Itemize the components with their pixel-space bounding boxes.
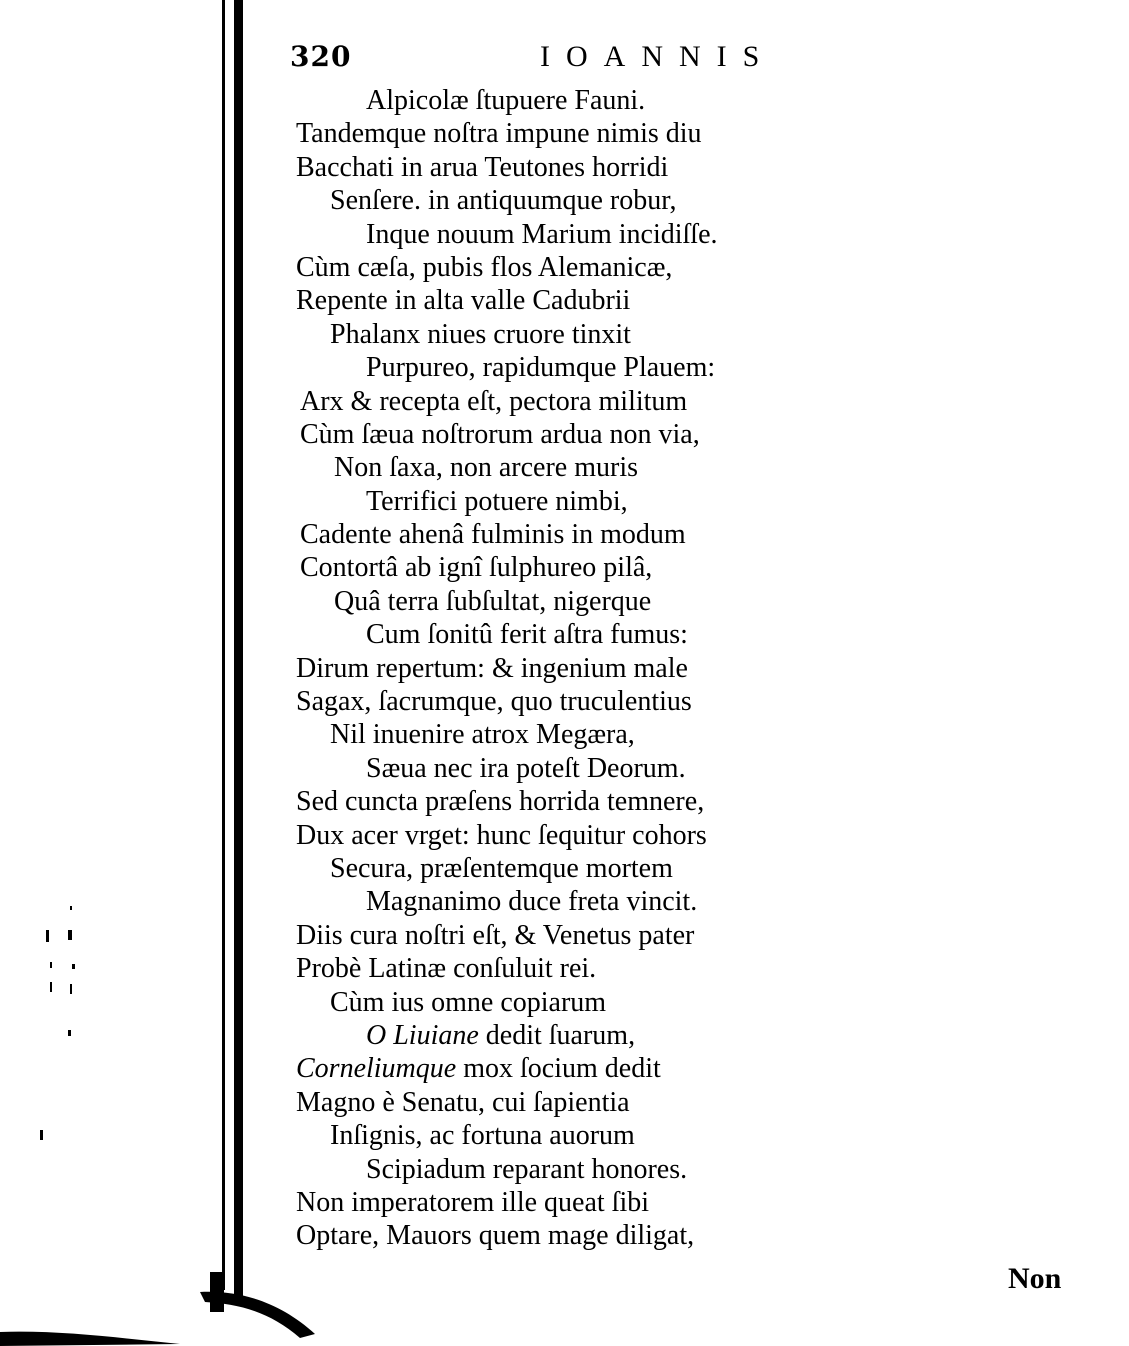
running-head: IOANNIS (540, 40, 776, 73)
poem-line-text: Magno è Senatu, cui ſapientia (296, 1086, 630, 1118)
poem-line-text: Contortâ ab ignî ſulphureo pilâ, (300, 552, 653, 584)
poem-line-text: Inſignis, ac fortuna auorum (330, 1120, 635, 1152)
poem-line-text: Cùm ſæua noſtrorum ardua non via, (300, 418, 700, 450)
poem-line (296, 318, 856, 351)
poem-line-text: Magnanimo duce freta vincit. (366, 886, 698, 918)
poem-line-text: dedit ſuarum, (478, 1019, 636, 1051)
poem-line (296, 551, 856, 584)
poem-line (296, 184, 856, 217)
poem-line (296, 952, 856, 985)
poem-line-text: Tandemque noſtra impune nimis diu (296, 118, 702, 150)
poem-line-text: Cadente ahenâ fulminis in modum (300, 519, 686, 551)
binding-gutter (234, 0, 243, 1300)
poem-line (296, 251, 856, 284)
gutter-shadow (222, 0, 225, 1290)
poem-line (296, 1052, 856, 1085)
poem-line-text: Secura, præſentemque mortem (330, 852, 673, 884)
poem-line (296, 885, 856, 918)
poem-line (296, 117, 856, 150)
poem-line-text: Bacchati in arua Teutones horridi (296, 151, 669, 183)
poem-line (296, 685, 856, 718)
poem-line (296, 652, 856, 685)
poem-line (296, 1019, 856, 1052)
poem-line (296, 485, 856, 518)
poem-line-italic: Corneliumque (296, 1053, 457, 1085)
poem-line (296, 284, 856, 317)
poem-line (296, 1219, 856, 1252)
poem-line-text: Probè Latinæ conſuluit rei. (296, 953, 597, 985)
poem-line-text: Arx & recepta eſt, pectora militum (300, 385, 688, 417)
poem-line-text: Cum ſonitû ferit aſtra fumus: (366, 619, 688, 651)
poem-line-text: Sagax, ſacrumque, quo truculentius (296, 686, 692, 718)
poem-line-text: Scipiadum reparant honores. (366, 1153, 688, 1185)
poem-line (296, 385, 856, 418)
poem-line (296, 1186, 856, 1219)
poem-line-text: Purpureo, rapidumque Plauem: (366, 352, 716, 384)
poem-line (296, 218, 856, 251)
poem-line (296, 752, 856, 785)
poem-line (296, 852, 856, 885)
poem-line (296, 451, 856, 484)
poem-line (296, 84, 856, 117)
poem-line-text: Terrifici potuere nimbi, (366, 485, 628, 517)
poem-line (296, 785, 856, 818)
poem-line (296, 618, 856, 651)
catchword: Non (1008, 1262, 1062, 1295)
page-header (290, 40, 790, 80)
poem-line-text: Inque nouum Marium incidiſſe. (366, 218, 718, 250)
poem-line (296, 1119, 856, 1152)
poem-line (296, 151, 856, 184)
poem-line (296, 351, 856, 384)
poem-line (296, 819, 856, 852)
poem-line-text: Nil inuenire atrox Megæra, (330, 719, 635, 751)
poem-line-text: Cùm ius omne copiarum (330, 986, 607, 1018)
poem-line (296, 919, 856, 952)
poem-line (296, 1086, 856, 1119)
poem-line-text: Repente in alta valle Cadubrii (296, 285, 631, 317)
poem-line-text: Dirum repertum: & ingenium male (296, 652, 688, 684)
poem-line-text: Quâ terra ſubſultat, nigerque (334, 585, 652, 617)
poem-line-text: Sed cuncta præſens horrida temnere, (296, 786, 705, 818)
poem-line-text: Dux acer vrget: hunc ſequitur cohors (296, 819, 707, 851)
poem-line-text: Alpicolæ ſtupuere Fauni. (366, 85, 646, 116)
poem-line-text: mox ſocium dedit (456, 1053, 661, 1085)
poem-line-text: Diis cura noſtri eſt, & Venetus pater (296, 919, 695, 951)
poem-line-italic: O Liuiane (366, 1019, 479, 1051)
poem-line (296, 585, 856, 618)
poem-line-text: Senſere. in antiquumque robur, (330, 185, 677, 217)
poem-line-text: Cùm cæſa, pubis flos Alemanicæ, (296, 251, 673, 283)
poem-line-text: Phalanx niues cruore tinxit (330, 318, 631, 350)
margin-specks (40, 900, 90, 1140)
poem-line (296, 1153, 856, 1186)
page-curl-shadow (0, 1272, 330, 1346)
poem-line (296, 718, 856, 751)
poem-line (296, 518, 856, 551)
poem-line (296, 418, 856, 451)
poem-line-text: Non imperatorem ille queat ſibi (296, 1186, 650, 1218)
poem-line-text: Sæua nec ira poteſt Deorum. (366, 752, 686, 784)
poem-line-text: Optare, Mauors quem mage diligat, (296, 1220, 695, 1252)
poem-line (296, 986, 856, 1019)
page-number: 320 (290, 40, 352, 73)
poem-line-text: Non ſaxa, non arcere muris (334, 452, 638, 484)
poem-body (296, 84, 856, 1253)
